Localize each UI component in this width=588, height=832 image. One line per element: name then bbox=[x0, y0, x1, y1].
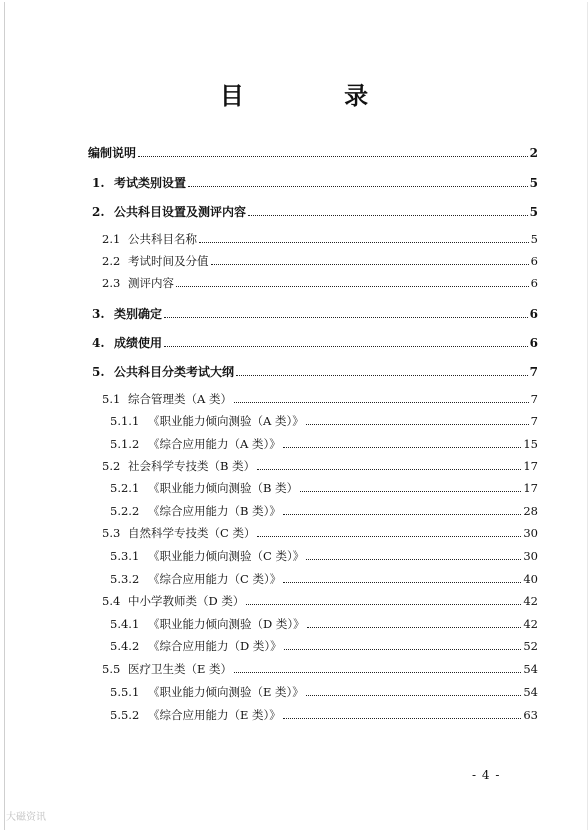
toc-entry-number: 2.1 bbox=[102, 232, 121, 246]
toc-entry-number: 5.4 bbox=[102, 594, 121, 608]
toc-entry-5-2-1[interactable] bbox=[110, 480, 538, 496]
toc-entry-page: 5 bbox=[529, 205, 538, 219]
toc-entry-label: 公共科目分类考试大纲 bbox=[114, 365, 235, 379]
leader-dots bbox=[234, 402, 529, 403]
toc-entry-number: 5.2.1 bbox=[110, 481, 140, 495]
toc-entry-3[interactable] bbox=[92, 305, 538, 322]
toc-entry-page: 5 bbox=[530, 232, 538, 246]
toc-entry-number: 1. bbox=[92, 176, 105, 190]
toc-entry-label: 《职业能力倾向测验（E 类）》 bbox=[148, 685, 304, 699]
toc-entry-number: 5.5.2 bbox=[110, 708, 140, 722]
toc-entry-5-1[interactable] bbox=[102, 391, 538, 407]
toc-entry-number: 5.3 bbox=[102, 526, 121, 540]
toc-entry-5-3[interactable] bbox=[102, 525, 538, 541]
toc-entry-label: 公共科目名称 bbox=[128, 232, 197, 246]
toc-entry-number: 5.3.1 bbox=[110, 549, 140, 563]
toc-entry-page: 6 bbox=[529, 307, 538, 321]
toc-entry-label: 医疗卫生类（E 类） bbox=[128, 662, 233, 676]
toc-entry-number: 5.4.2 bbox=[110, 639, 140, 653]
toc-entry-page: 7 bbox=[530, 414, 538, 428]
toc-entry-label: 《职业能力倾向测验（A 类）》 bbox=[148, 414, 304, 428]
toc-entry-label: 成绩使用 bbox=[114, 336, 163, 350]
toc-entry-5-5-1[interactable] bbox=[110, 684, 538, 700]
toc-entry-label: 《综合应用能力（A 类）》 bbox=[148, 437, 281, 451]
toc-entry-2-2[interactable] bbox=[102, 253, 538, 269]
toc-entry-page: 17 bbox=[523, 481, 538, 495]
toc-entry-number: 5.5 bbox=[102, 662, 121, 676]
leader-dots bbox=[283, 514, 522, 515]
leader-dots bbox=[283, 447, 522, 448]
toc-entry-page: 2 bbox=[529, 146, 538, 160]
page-number: - 4 - bbox=[472, 768, 501, 782]
toc-entry-page: 6 bbox=[530, 276, 538, 290]
toc-entry-preface[interactable] bbox=[88, 144, 538, 161]
leader-dots bbox=[248, 215, 528, 216]
toc-entry-5-4-2[interactable] bbox=[110, 638, 538, 654]
toc-entry-number: 5.5.1 bbox=[110, 685, 140, 699]
toc-entry-label: 《职业能力倾向测验（C 类）》 bbox=[148, 549, 305, 563]
toc-entry-label: 考试类别设置 bbox=[114, 176, 187, 190]
leader-dots bbox=[199, 242, 529, 243]
toc-entry-page: 30 bbox=[523, 526, 538, 540]
toc-entry-page: 30 bbox=[523, 549, 538, 563]
leader-dots bbox=[306, 559, 521, 560]
toc-entry-number: 5.1.1 bbox=[110, 414, 140, 428]
toc-entry-number: 5.2.2 bbox=[110, 504, 140, 518]
leader-dots bbox=[246, 604, 521, 605]
toc-entry-5-2-2[interactable] bbox=[110, 503, 538, 519]
toc-entry-label: 《职业能力倾向测验（D 类）》 bbox=[148, 617, 305, 631]
toc-entry-5-1-2[interactable] bbox=[110, 436, 538, 452]
toc-entry-number: 5.4.1 bbox=[110, 617, 140, 631]
toc-entry-number: 2.2 bbox=[102, 254, 121, 268]
leader-dots bbox=[283, 718, 522, 719]
toc-entry-5-4-1[interactable] bbox=[110, 616, 538, 632]
toc-entry-2-3[interactable] bbox=[102, 275, 538, 291]
toc-entry-label: 类别确定 bbox=[114, 307, 163, 321]
toc-entry-label: 《综合应用能力（D 类）》 bbox=[148, 639, 282, 653]
toc-entry-label: 社会科学专技类（B 类） bbox=[128, 459, 256, 473]
leader-dots bbox=[257, 536, 521, 537]
toc-entry-page: 42 bbox=[523, 617, 538, 631]
leader-dots bbox=[176, 286, 529, 287]
leader-dots bbox=[307, 627, 522, 628]
toc-entry-page: 17 bbox=[523, 459, 538, 473]
toc-entry-2-1[interactable] bbox=[102, 231, 538, 247]
toc-entry-number: 4. bbox=[92, 336, 105, 350]
toc-entry-1[interactable] bbox=[92, 174, 538, 191]
leader-dots bbox=[138, 156, 528, 157]
toc-entry-page: 63 bbox=[523, 708, 538, 722]
toc-entry-page: 54 bbox=[523, 662, 538, 676]
leader-dots bbox=[234, 672, 521, 673]
toc-entry-page: 28 bbox=[523, 504, 538, 518]
toc-entry-label: 《综合应用能力（B 类）》 bbox=[148, 504, 281, 518]
toc-entry-5[interactable] bbox=[92, 363, 538, 380]
toc-entry-number: 2.3 bbox=[102, 276, 121, 290]
toc-entry-page: 15 bbox=[523, 437, 538, 451]
leader-dots bbox=[211, 264, 529, 265]
toc-entry-number: 3. bbox=[92, 307, 105, 321]
leader-dots bbox=[284, 649, 522, 650]
toc-entry-label: 公共科目设置及测评内容 bbox=[114, 205, 247, 219]
toc-entry-label: 综合管理类（A 类） bbox=[128, 392, 232, 406]
toc-entry-label: 考试时间及分值 bbox=[128, 254, 209, 268]
leader-dots bbox=[188, 186, 528, 187]
toc-entry-page: 42 bbox=[523, 594, 538, 608]
leader-dots bbox=[306, 424, 529, 425]
toc-entry-page: 6 bbox=[530, 254, 538, 268]
toc-entry-2[interactable] bbox=[92, 203, 538, 220]
toc-entry-number: 5.3.2 bbox=[110, 572, 140, 586]
toc-entry-4[interactable] bbox=[92, 334, 538, 351]
toc-entry-page: 52 bbox=[523, 639, 538, 653]
toc-entry-label: 中小学教师类（D 类） bbox=[128, 594, 245, 608]
leader-dots bbox=[164, 317, 528, 318]
leader-dots bbox=[164, 346, 528, 347]
toc-entry-label: 测评内容 bbox=[128, 276, 174, 290]
toc-entry-label: 《综合应用能力（E 类）》 bbox=[148, 708, 281, 722]
toc-entry-5-3-1[interactable] bbox=[110, 548, 538, 564]
toc-entry-number: 5. bbox=[92, 365, 105, 379]
toc-entry-page: 5 bbox=[529, 176, 538, 190]
toc-entry-5-5[interactable] bbox=[102, 661, 538, 677]
toc-entry-5-2[interactable] bbox=[102, 458, 538, 474]
toc-entry-page: 40 bbox=[523, 572, 538, 586]
leader-dots bbox=[300, 491, 521, 492]
leader-dots bbox=[257, 469, 521, 470]
toc-entry-number: 5.2 bbox=[102, 459, 121, 473]
toc-entry-page: 6 bbox=[529, 336, 538, 350]
toc-entry-5-4[interactable] bbox=[102, 593, 538, 609]
page-title: 目 录 bbox=[219, 81, 415, 110]
leader-dots bbox=[283, 582, 521, 583]
toc-entry-label: 自然科学专技类（C 类） bbox=[128, 526, 256, 540]
toc-entry-number: 2. bbox=[92, 205, 105, 219]
toc-entry-label: 《职业能力倾向测验（B 类） bbox=[148, 481, 299, 495]
toc-entry-5-3-2[interactable] bbox=[110, 571, 538, 587]
toc-entry-page: 7 bbox=[529, 365, 538, 379]
toc-entry-5-1-1[interactable] bbox=[110, 413, 538, 429]
watermark: 大磁资讯 bbox=[6, 812, 46, 823]
toc-entry-number: 5.1 bbox=[102, 392, 121, 406]
toc-entry-page: 54 bbox=[523, 685, 538, 699]
toc-entry-label: 编制说明 bbox=[88, 146, 137, 160]
leader-dots bbox=[306, 695, 522, 696]
toc-entry-page: 7 bbox=[530, 392, 538, 406]
toc-entry-label: 《综合应用能力（C 类）》 bbox=[148, 572, 282, 586]
toc-entry-number: 5.1.2 bbox=[110, 437, 140, 451]
toc-entry-5-5-2[interactable] bbox=[110, 707, 538, 723]
leader-dots bbox=[236, 375, 528, 376]
